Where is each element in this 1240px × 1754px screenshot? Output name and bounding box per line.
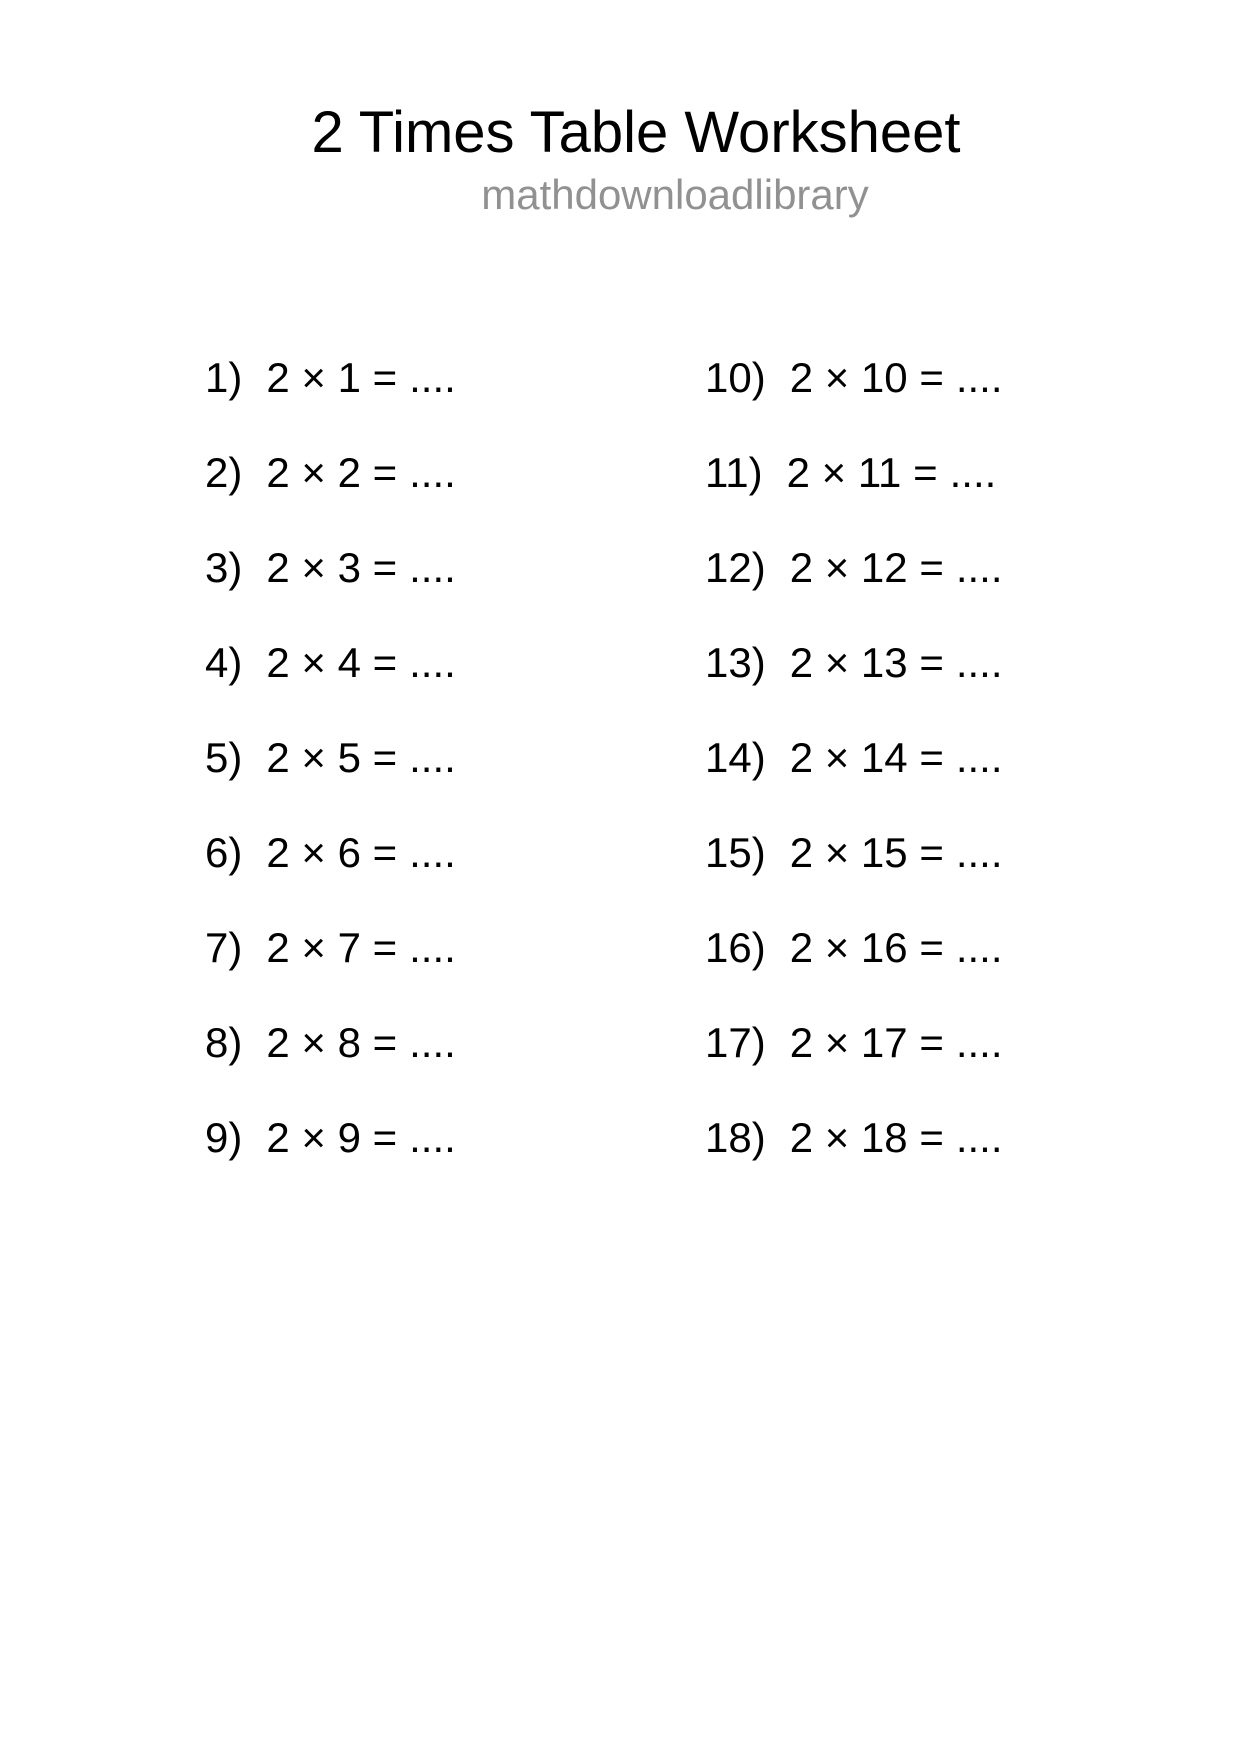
problem-row [705,425,1003,520]
problem-row [705,900,1003,995]
answer-blank: .... [955,733,1003,781]
answer-blank: .... [955,1018,1003,1066]
problem-number: 4) [205,638,243,686]
problem-number: 9) [205,1113,243,1161]
problem-row [205,520,456,615]
problem-row [205,900,456,995]
problem-row [205,615,456,710]
problem-row [705,330,1003,425]
answer-blank: .... [955,1113,1003,1161]
problem-expression: 2 × 12 = [789,543,944,591]
problem-row [205,805,456,900]
problem-row [705,710,1003,805]
problems-left-column [205,330,456,1185]
problem-number: 14) [705,733,766,781]
problem-row [205,1090,456,1185]
answer-blank: .... [409,543,456,591]
problem-expression: 2 × 15 = [789,828,944,876]
problem-expression: 2 × 10 = [789,353,944,401]
problem-number: 5) [205,733,243,781]
problem-expression: 2 × 3 = [266,543,398,591]
problem-number: 3) [205,543,243,591]
problem-expression: 2 × 2 = [266,448,398,496]
problem-number: 15) [705,828,766,876]
problem-row [705,1090,1003,1185]
problem-number: 7) [205,923,243,971]
answer-blank: .... [955,353,1003,401]
answer-blank: .... [409,1113,456,1161]
problem-row [705,615,1003,710]
problem-expression: 2 × 13 = [789,638,944,686]
answer-blank: .... [409,353,456,401]
problem-row [705,805,1003,900]
answer-blank: .... [409,733,456,781]
problem-expression: 2 × 14 = [789,733,944,781]
problem-row [205,425,456,520]
answer-blank: .... [409,448,456,496]
problem-number: 11) [705,448,763,496]
problem-expression: 2 × 9 = [266,1113,398,1161]
problem-row [705,520,1003,615]
problem-number: 17) [705,1018,766,1066]
answer-blank: .... [409,828,456,876]
problem-expression: 2 × 8 = [266,1018,398,1066]
page-title: 2 Times Table Worksheet [311,100,961,165]
page-subtitle: mathdownloadlibrary [481,171,869,218]
problem-number: 1) [205,353,243,401]
answer-blank: .... [955,638,1003,686]
problem-expression: 2 × 17 = [789,1018,944,1066]
problem-expression: 2 × 11 = [786,448,938,496]
answer-blank: .... [409,638,456,686]
problem-number: 16) [705,923,766,971]
answer-blank: .... [409,923,456,971]
problem-expression: 2 × 4 = [266,638,398,686]
problem-number: 8) [205,1018,243,1066]
answer-blank: .... [955,923,1003,971]
problem-expression: 2 × 16 = [789,923,944,971]
problem-number: 18) [705,1113,766,1161]
problem-row [205,995,456,1090]
problem-number: 13) [705,638,766,686]
problem-row [205,330,456,425]
problem-row [205,710,456,805]
problem-expression: 2 × 1 = [266,353,398,401]
problems-right-column [705,330,1003,1185]
problem-number: 2) [205,448,243,496]
answer-blank: .... [955,543,1003,591]
answer-blank: .... [949,448,997,496]
problem-expression: 2 × 5 = [266,733,398,781]
answer-blank: .... [955,828,1003,876]
problem-expression: 2 × 7 = [266,923,398,971]
answer-blank: .... [409,1018,456,1066]
problem-expression: 2 × 6 = [266,828,398,876]
problem-row [705,995,1003,1090]
problem-expression: 2 × 18 = [789,1113,944,1161]
problem-number: 6) [205,828,243,876]
problem-number: 10) [705,353,766,401]
problem-number: 12) [705,543,766,591]
